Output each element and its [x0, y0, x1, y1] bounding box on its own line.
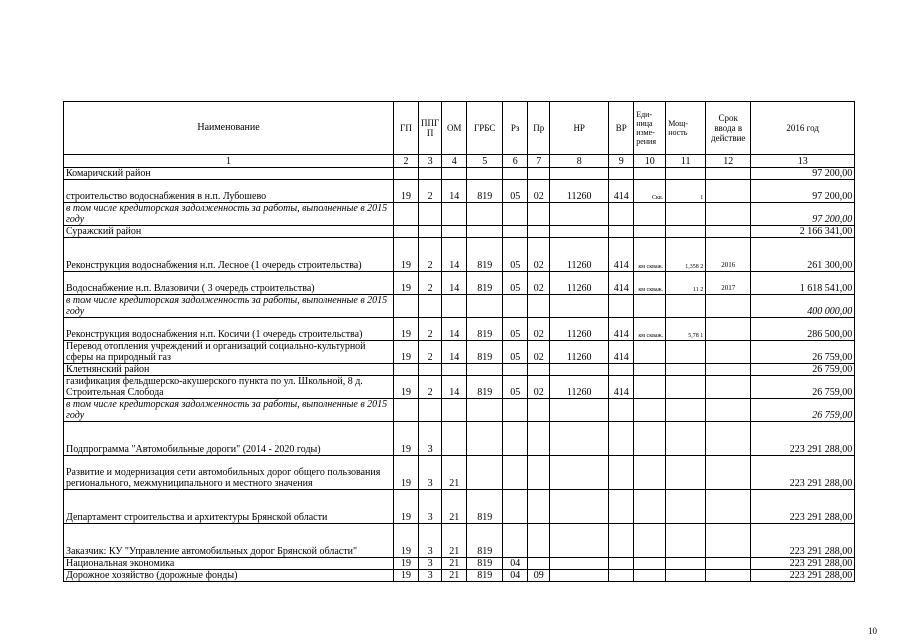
table-row [64, 422, 855, 456]
cell-gp: 19 [394, 456, 419, 490]
cell-gp: 19 [394, 490, 419, 524]
table-body [64, 168, 855, 582]
cell-unit: км скваж. [634, 238, 666, 272]
cell-pr [528, 490, 550, 524]
table-row [64, 570, 855, 582]
cell-om: 14 [442, 180, 467, 203]
cell-name: строительство водоснабжения в н.п. Лубошево [64, 180, 394, 203]
cell-name: Реконструкция водоснабжения н.п. Лесное (1 очередь строительства) [64, 238, 394, 272]
cell-name: Развитие и модернизация сети автомобильных дорог общего пользования регионального, межмуниципального и местного значения [64, 456, 394, 490]
column-number: 9 [609, 155, 634, 168]
cell-om: 14 [442, 341, 467, 364]
cell-gp [394, 226, 419, 238]
cell-term [706, 399, 751, 422]
cell-term [706, 203, 751, 226]
cell-rz: 05 [503, 376, 528, 399]
cell-name: Департамент строительства и архитектуры Брянской области [64, 490, 394, 524]
cell-amount: 223 291 288,00 [751, 490, 855, 524]
cell-amount: 223 291 288,00 [751, 456, 855, 490]
cell-amount: 26 759,00 [751, 399, 855, 422]
cell-pr: 02 [528, 238, 550, 272]
cell-nr [550, 422, 609, 456]
column-number-row [64, 155, 855, 168]
cell-power [666, 399, 706, 422]
cell-power [666, 203, 706, 226]
cell-gp: 19 [394, 524, 419, 558]
column-number: 10 [634, 155, 666, 168]
cell-vr [609, 456, 634, 490]
cell-om: 14 [442, 376, 467, 399]
cell-name: Реконструкция водоснабжения н.п. Косичи (1 очередь строительства) [64, 318, 394, 341]
cell-term [706, 456, 751, 490]
budget-table [63, 101, 855, 582]
cell-power [666, 168, 706, 180]
cell-term [706, 318, 751, 341]
cell-rz [503, 456, 528, 490]
cell-gp: 19 [394, 238, 419, 272]
cell-grbs: 819 [467, 238, 503, 272]
cell-ppgp: 3 [419, 456, 442, 490]
cell-gp: 19 [394, 376, 419, 399]
cell-power [666, 295, 706, 318]
cell-amount: 223 291 288,00 [751, 558, 855, 570]
cell-ppgp: 3 [419, 422, 442, 456]
cell-om: 21 [442, 490, 467, 524]
column-number: 5 [467, 155, 503, 168]
cell-unit: км скваж. [634, 318, 666, 341]
cell-name: Водоснабжение н.п. Влазовичи ( 3 очередь строительства) [64, 272, 394, 295]
cell-name: Перевод отопления учреждений и организаций социально-культурной сферы на природный газ [64, 341, 394, 364]
cell-grbs [467, 295, 503, 318]
cell-gp: 19 [394, 558, 419, 570]
cell-term: 2017 [706, 272, 751, 295]
cell-grbs [467, 456, 503, 490]
header-ppgp: ППГ П [419, 102, 442, 155]
cell-pr [528, 168, 550, 180]
cell-rz [503, 203, 528, 226]
cell-unit [634, 203, 666, 226]
header-year: 2016 год [751, 102, 855, 155]
cell-gp: 19 [394, 318, 419, 341]
cell-ppgp: 2 [419, 376, 442, 399]
header-grbs: ГРБС [467, 102, 503, 155]
cell-unit: Скв. [634, 180, 666, 203]
cell-ppgp: 2 [419, 272, 442, 295]
cell-unit [634, 456, 666, 490]
cell-power [666, 490, 706, 524]
cell-term [706, 558, 751, 570]
table-row [64, 399, 855, 422]
cell-name: Подпрограмма "Автомобильные дороги" (2014 - 2020 годы) [64, 422, 394, 456]
cell-unit [634, 168, 666, 180]
table-row [64, 226, 855, 238]
cell-gp [394, 295, 419, 318]
cell-ppgp: 2 [419, 238, 442, 272]
column-number: 7 [528, 155, 550, 168]
cell-ppgp: 3 [419, 490, 442, 524]
cell-amount: 26 759,00 [751, 364, 855, 376]
cell-term [706, 422, 751, 456]
cell-vr: 414 [609, 238, 634, 272]
cell-grbs: 819 [467, 524, 503, 558]
header-nr: НР [550, 102, 609, 155]
cell-gp [394, 203, 419, 226]
cell-pr [528, 524, 550, 558]
cell-term [706, 524, 751, 558]
header-pr: Пр [528, 102, 550, 155]
cell-term [706, 364, 751, 376]
cell-rz [503, 490, 528, 524]
cell-gp: 19 [394, 180, 419, 203]
cell-term [706, 490, 751, 524]
cell-name: Клетнянский район [64, 364, 394, 376]
cell-grbs [467, 422, 503, 456]
cell-grbs [467, 203, 503, 226]
cell-rz: 04 [503, 558, 528, 570]
cell-om: 14 [442, 318, 467, 341]
cell-pr [528, 295, 550, 318]
cell-rz [503, 422, 528, 456]
cell-pr: 02 [528, 318, 550, 341]
cell-power [666, 341, 706, 364]
cell-nr [550, 558, 609, 570]
table-row [64, 456, 855, 490]
cell-pr: 02 [528, 180, 550, 203]
cell-unit [634, 570, 666, 582]
cell-unit [634, 295, 666, 318]
cell-ppgp [419, 399, 442, 422]
cell-nr: 11260 [550, 180, 609, 203]
header-term: Срок ввода в действие [706, 102, 751, 155]
column-number: 3 [419, 155, 442, 168]
cell-amount: 261 300,00 [751, 238, 855, 272]
cell-grbs: 819 [467, 341, 503, 364]
cell-power: 5,78 1 [666, 318, 706, 341]
table-row [64, 238, 855, 272]
cell-pr [528, 456, 550, 490]
cell-amount: 223 291 288,00 [751, 422, 855, 456]
cell-rz [503, 364, 528, 376]
table-row [64, 180, 855, 203]
cell-power [666, 364, 706, 376]
cell-vr [609, 295, 634, 318]
cell-om: 14 [442, 238, 467, 272]
cell-pr [528, 399, 550, 422]
column-number: 8 [550, 155, 609, 168]
cell-gp [394, 399, 419, 422]
cell-grbs [467, 364, 503, 376]
cell-grbs [467, 399, 503, 422]
cell-rz: 05 [503, 272, 528, 295]
cell-name: Суражский район [64, 226, 394, 238]
header-row [64, 102, 855, 155]
cell-grbs: 819 [467, 376, 503, 399]
cell-om: 21 [442, 558, 467, 570]
cell-pr: 02 [528, 376, 550, 399]
cell-amount: 26 759,00 [751, 376, 855, 399]
cell-grbs: 819 [467, 570, 503, 582]
cell-vr [609, 490, 634, 524]
cell-vr [609, 558, 634, 570]
cell-rz [503, 524, 528, 558]
cell-gp: 19 [394, 422, 419, 456]
cell-om: 21 [442, 524, 467, 558]
cell-om [442, 226, 467, 238]
column-number: 4 [442, 155, 467, 168]
cell-amount: 286 500,00 [751, 318, 855, 341]
cell-nr: 11260 [550, 341, 609, 364]
cell-grbs: 819 [467, 318, 503, 341]
cell-amount: 2 166 341,00 [751, 226, 855, 238]
cell-name: Заказчик: КУ "Управление автомобильных дорог Брянской области" [64, 524, 394, 558]
cell-gp [394, 364, 419, 376]
cell-power: 1,358 2 [666, 238, 706, 272]
cell-vr [609, 422, 634, 456]
cell-nr [550, 399, 609, 422]
cell-power [666, 422, 706, 456]
cell-grbs: 819 [467, 272, 503, 295]
cell-om: 14 [442, 272, 467, 295]
header-vr: ВР [609, 102, 634, 155]
cell-om [442, 399, 467, 422]
column-number: 11 [666, 155, 706, 168]
cell-unit [634, 399, 666, 422]
column-number: 2 [394, 155, 419, 168]
cell-rz: 05 [503, 318, 528, 341]
table-row [64, 558, 855, 570]
cell-vr: 414 [609, 318, 634, 341]
table-row [64, 490, 855, 524]
cell-ppgp: 3 [419, 524, 442, 558]
cell-nr [550, 168, 609, 180]
cell-vr [609, 168, 634, 180]
table-row [64, 318, 855, 341]
table-row [64, 272, 855, 295]
cell-amount: 1 618 541,00 [751, 272, 855, 295]
cell-pr: 09 [528, 570, 550, 582]
cell-pr: 02 [528, 341, 550, 364]
cell-name: газификация фельдшерско-акушерского пункта по ул. Школьной, 8 д. Строительная Слобода [64, 376, 394, 399]
cell-power [666, 456, 706, 490]
cell-om [442, 203, 467, 226]
cell-unit: км скваж. [634, 272, 666, 295]
table-row [64, 341, 855, 364]
cell-om [442, 364, 467, 376]
header-power: Мощ- ность [666, 102, 706, 155]
cell-unit [634, 524, 666, 558]
cell-nr [550, 524, 609, 558]
cell-name: Комаричский район [64, 168, 394, 180]
header-name: Наименование [64, 102, 394, 155]
header-unit: Еди- ница изме- рения [634, 102, 666, 155]
cell-unit [634, 490, 666, 524]
cell-power [666, 226, 706, 238]
cell-nr: 11260 [550, 318, 609, 341]
cell-power: 11 2 [666, 272, 706, 295]
cell-ppgp: 2 [419, 341, 442, 364]
cell-vr: 414 [609, 341, 634, 364]
cell-rz: 05 [503, 180, 528, 203]
cell-name: в том числе кредиторская задолженность за работы, выполненные в 2015 году [64, 399, 394, 422]
cell-amount: 97 200,00 [751, 180, 855, 203]
cell-grbs: 819 [467, 490, 503, 524]
cell-nr [550, 456, 609, 490]
cell-unit [634, 226, 666, 238]
cell-vr [609, 203, 634, 226]
cell-term [706, 570, 751, 582]
cell-pr [528, 364, 550, 376]
cell-grbs: 819 [467, 558, 503, 570]
cell-ppgp: 2 [419, 180, 442, 203]
cell-amount: 97 200,00 [751, 168, 855, 180]
cell-rz [503, 399, 528, 422]
cell-gp: 19 [394, 272, 419, 295]
cell-rz: 05 [503, 341, 528, 364]
cell-om [442, 295, 467, 318]
cell-term [706, 295, 751, 318]
cell-pr [528, 203, 550, 226]
cell-vr [609, 399, 634, 422]
cell-nr: 11260 [550, 238, 609, 272]
cell-ppgp [419, 295, 442, 318]
table-row [64, 364, 855, 376]
cell-name: в том числе кредиторская задолженность за работы, выполненные в 2015 году [64, 203, 394, 226]
cell-om: 21 [442, 570, 467, 582]
cell-gp [394, 168, 419, 180]
cell-vr: 414 [609, 376, 634, 399]
cell-name: в том числе кредиторская задолженность за работы, выполненные в 2015 году [64, 295, 394, 318]
cell-unit [634, 422, 666, 456]
cell-term [706, 168, 751, 180]
cell-unit [634, 341, 666, 364]
cell-name: Дорожное хозяйство (дорожные фонды) [64, 570, 394, 582]
cell-unit [634, 364, 666, 376]
cell-rz [503, 168, 528, 180]
cell-vr: 414 [609, 180, 634, 203]
cell-gp: 19 [394, 341, 419, 364]
cell-nr [550, 490, 609, 524]
cell-grbs [467, 226, 503, 238]
table-row [64, 376, 855, 399]
column-number: 13 [751, 155, 855, 168]
cell-unit [634, 376, 666, 399]
cell-nr: 11260 [550, 376, 609, 399]
cell-amount: 97 200,00 [751, 203, 855, 226]
cell-amount: 223 291 288,00 [751, 570, 855, 582]
cell-rz [503, 295, 528, 318]
cell-power [666, 376, 706, 399]
cell-pr [528, 226, 550, 238]
cell-om [442, 168, 467, 180]
cell-rz: 05 [503, 238, 528, 272]
cell-ppgp [419, 364, 442, 376]
cell-ppgp [419, 168, 442, 180]
cell-om [442, 422, 467, 456]
cell-nr [550, 295, 609, 318]
column-number: 12 [706, 155, 751, 168]
cell-term [706, 180, 751, 203]
header-om: ОМ [442, 102, 467, 155]
header-rz: Рз [503, 102, 528, 155]
table-row [64, 168, 855, 180]
cell-gp: 19 [394, 570, 419, 582]
cell-grbs [467, 168, 503, 180]
cell-power [666, 524, 706, 558]
cell-ppgp: 3 [419, 570, 442, 582]
cell-vr [609, 570, 634, 582]
cell-amount: 223 291 288,00 [751, 524, 855, 558]
cell-term [706, 376, 751, 399]
cell-pr [528, 422, 550, 456]
cell-grbs: 819 [467, 180, 503, 203]
cell-rz: 04 [503, 570, 528, 582]
cell-ppgp [419, 226, 442, 238]
cell-unit [634, 558, 666, 570]
cell-ppgp: 2 [419, 318, 442, 341]
table-row [64, 203, 855, 226]
cell-term: 2016 [706, 238, 751, 272]
cell-ppgp [419, 203, 442, 226]
cell-nr [550, 226, 609, 238]
column-number: 6 [503, 155, 528, 168]
table-row [64, 295, 855, 318]
cell-nr [550, 364, 609, 376]
cell-nr [550, 570, 609, 582]
table-row [64, 524, 855, 558]
cell-nr [550, 203, 609, 226]
column-number: 1 [64, 155, 394, 168]
cell-vr [609, 364, 634, 376]
cell-amount: 400 000,00 [751, 295, 855, 318]
cell-rz [503, 226, 528, 238]
cell-pr: 02 [528, 272, 550, 295]
cell-vr: 414 [609, 272, 634, 295]
cell-power: 1 [666, 180, 706, 203]
header-gp: ГП [394, 102, 419, 155]
cell-om: 21 [442, 456, 467, 490]
cell-power [666, 558, 706, 570]
cell-amount: 26 759,00 [751, 341, 855, 364]
cell-ppgp: 3 [419, 558, 442, 570]
cell-term [706, 341, 751, 364]
cell-power [666, 570, 706, 582]
cell-vr [609, 226, 634, 238]
cell-nr: 11260 [550, 272, 609, 295]
cell-pr [528, 558, 550, 570]
page-number: 10 [868, 626, 877, 636]
cell-name: Национальная экономика [64, 558, 394, 570]
cell-term [706, 226, 751, 238]
cell-vr [609, 524, 634, 558]
